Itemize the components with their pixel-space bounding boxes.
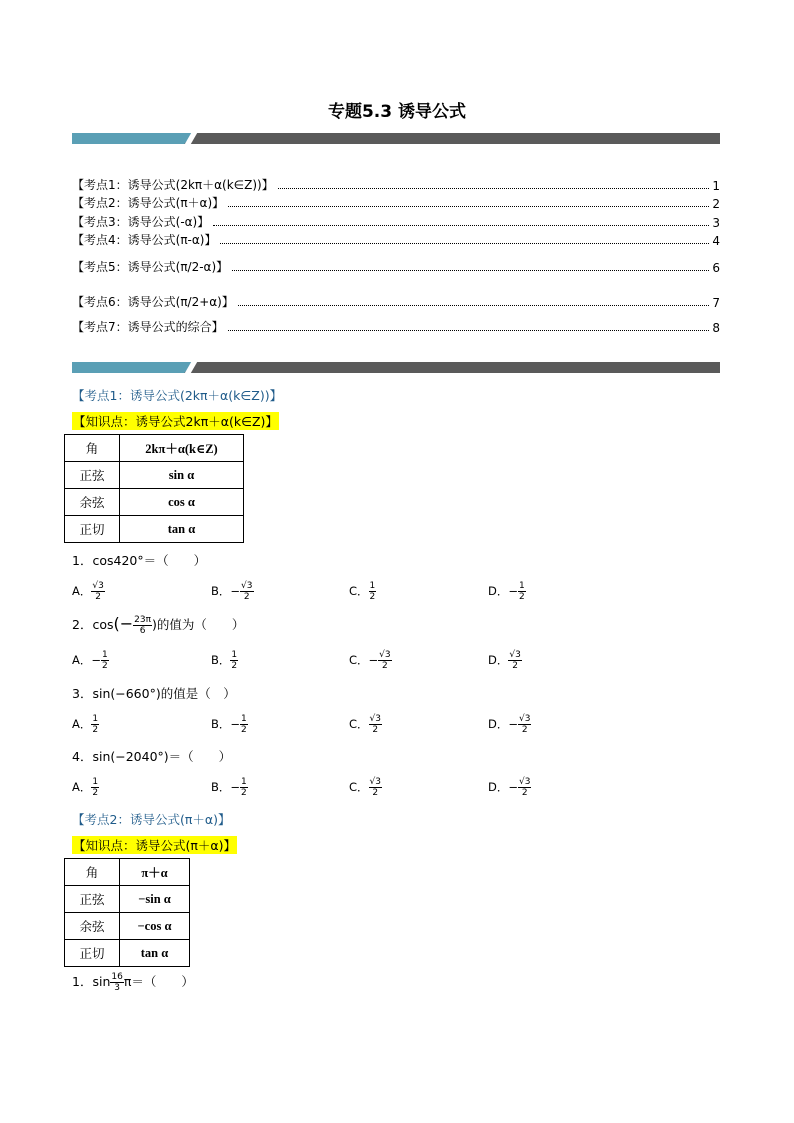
option-sign: −: [91, 653, 102, 667]
section1-knowledge-label: 【知识点：诱导公式2kπ＋α(k∈Z)】: [73, 414, 278, 429]
table-cell: cos α: [120, 489, 244, 516]
fraction-denominator: 2: [382, 661, 388, 671]
table-cell: tan α: [120, 516, 244, 543]
answer-option[interactable]: [211, 714, 248, 735]
fraction-denominator: 2: [372, 725, 379, 735]
answer-option[interactable]: [349, 777, 382, 798]
fraction-numerator: 1: [92, 777, 99, 787]
toc-entry-label: 【考点3：诱导公式(-α)】: [72, 215, 210, 229]
divider-bar-top: [72, 133, 720, 144]
answer-option[interactable]: [488, 714, 531, 735]
option-fraction: [378, 650, 391, 671]
question-2-stem-post: )的值为（ ）: [152, 617, 245, 632]
table-cell: sin α: [120, 462, 244, 489]
toc-leader-dots: [228, 330, 710, 331]
fraction-numerator: √3: [92, 581, 104, 591]
table-header: 角: [65, 859, 120, 886]
option-fraction: [369, 777, 382, 798]
option-letter: A．: [72, 717, 92, 731]
fraction-numerator: 1: [231, 650, 238, 660]
fraction-numerator: √3: [509, 650, 521, 660]
toc-page-number: 6: [712, 261, 720, 275]
toc-entry[interactable]: [72, 293, 720, 310]
option-fraction: [518, 714, 531, 735]
fraction-denominator: 2: [521, 788, 528, 798]
fraction-numerator: 1: [102, 650, 108, 660]
answer-option[interactable]: [349, 650, 392, 671]
answer-option[interactable]: [72, 581, 105, 602]
fraction-numerator: 1: [241, 714, 247, 724]
option-letter: B．: [211, 717, 231, 731]
toc-entry-label: 【考点2：诱导公式(π＋α)】: [72, 196, 225, 210]
option-sign: −: [230, 717, 241, 731]
option-letter: A．: [72, 653, 92, 667]
question-2-paren: (−: [113, 614, 134, 633]
toc-entry[interactable]: [72, 258, 720, 275]
option-fraction: [230, 650, 238, 671]
option-fraction: [101, 650, 109, 671]
question-2-stem: [72, 614, 244, 636]
option-sign: −: [508, 780, 518, 794]
toc-page-number: 3: [712, 216, 720, 230]
fraction-denominator: 2: [521, 725, 528, 735]
toc-leader-dots: [232, 270, 709, 271]
answer-option[interactable]: [72, 714, 99, 735]
toc-page-number: 4: [712, 234, 720, 248]
answer-option[interactable]: [349, 714, 382, 735]
fraction-denominator: 2: [241, 725, 247, 735]
option-fraction: [240, 714, 248, 735]
option-sign: −: [230, 584, 241, 598]
fraction-numerator: √3: [519, 714, 531, 724]
fraction-denominator: 2: [231, 661, 238, 671]
question-2-frac-den: 6: [139, 626, 146, 636]
section2-heading: 【考点2：诱导公式(π＋α)】: [72, 812, 231, 827]
toc-entry-label: 【考点7：诱导公式的综合】: [72, 320, 224, 334]
option-sign: −: [368, 653, 379, 667]
fraction-denominator: 2: [95, 592, 101, 602]
section2-knowledge-label: 【知识点：诱导公式(π＋α)】: [73, 838, 237, 853]
table-cell: 正弦: [65, 886, 120, 913]
option-letter: D．: [488, 780, 509, 794]
toc-entry[interactable]: [72, 176, 720, 193]
fraction-numerator: √3: [369, 714, 381, 724]
fraction-denominator: 2: [102, 661, 108, 671]
toc-entry-label: 【考点6：诱导公式(π/2+α)】: [72, 295, 234, 309]
option-fraction: [369, 714, 382, 735]
section1-table: [64, 434, 244, 543]
fraction-denominator: 2: [92, 788, 99, 798]
table-header: 2kπ＋α(k∈Z): [120, 435, 244, 462]
divider-bar-middle: [72, 362, 720, 373]
toc-leader-dots: [228, 206, 709, 207]
table-cell: 余弦: [65, 913, 120, 940]
option-letter: C．: [349, 584, 369, 598]
table-cell: 正弦: [65, 462, 120, 489]
answer-option[interactable]: [72, 777, 99, 798]
fraction-numerator: 1: [241, 777, 247, 787]
option-letter: C．: [349, 717, 369, 731]
option-fraction: [518, 777, 531, 798]
fraction-denominator: 2: [519, 592, 525, 602]
answer-option[interactable]: [488, 777, 531, 798]
fraction-numerator: 1: [92, 714, 99, 724]
option-letter: A．: [72, 780, 92, 794]
fraction-numerator: √3: [369, 777, 381, 787]
page-title: 专题5.3 诱导公式: [327, 102, 467, 122]
toc-leader-dots: [238, 305, 709, 306]
s2q1-pre: 1．sin: [72, 974, 111, 989]
toc-entry-label: 【考点1：诱导公式(2kπ＋α(k∈Z))】: [72, 178, 274, 192]
toc-page-number: 7: [712, 296, 720, 310]
toc-page-number: 8: [712, 321, 720, 335]
question-3-stem: 3．sin(−660°)的值是（ ）: [72, 686, 236, 701]
fraction-numerator: √3: [241, 581, 253, 591]
toc-page-number: 2: [712, 197, 720, 211]
toc-leader-dots: [220, 243, 709, 244]
option-fraction: [91, 777, 99, 798]
answer-option[interactable]: [211, 777, 248, 798]
table-header: 角: [65, 435, 120, 462]
question-2-stem-pre: 2．cos: [72, 617, 114, 632]
option-letter: C．: [349, 653, 369, 667]
option-fraction: [518, 581, 526, 602]
fraction-numerator: 1: [369, 581, 376, 591]
fraction-denominator: 2: [241, 788, 247, 798]
question-1-stem: 1．cos420°＝（ ）: [72, 553, 207, 568]
option-letter: B．: [211, 653, 231, 667]
toc-entry[interactable]: [72, 231, 720, 248]
toc-leader-dots: [278, 188, 710, 189]
answer-option[interactable]: [349, 581, 376, 602]
option-letter: C．: [349, 780, 369, 794]
option-letter: D．: [488, 584, 509, 598]
answer-option[interactable]: [211, 650, 238, 671]
option-sign: −: [230, 780, 241, 794]
option-fraction: [369, 581, 377, 602]
option-fraction: [91, 581, 104, 602]
table-header: π＋α: [120, 859, 190, 886]
answer-option[interactable]: [488, 581, 526, 602]
option-letter: B．: [211, 780, 231, 794]
option-letter: D．: [488, 653, 509, 667]
option-fraction: [240, 777, 248, 798]
option-letter: B．: [211, 584, 231, 598]
table-cell: −cos α: [120, 913, 190, 940]
question-2-frac-num: 23π: [134, 615, 152, 625]
option-letter: D．: [488, 717, 509, 731]
option-sign: −: [508, 584, 518, 598]
option-fraction: [240, 581, 253, 602]
question-4-stem: 4．sin(−2040°)＝（ ）: [72, 749, 232, 764]
s2q1-post: π＝（ ）: [123, 974, 194, 989]
table-cell: 正切: [65, 516, 120, 543]
option-letter: A．: [72, 584, 92, 598]
fraction-denominator: 2: [372, 788, 379, 798]
toc-page-number: 1: [712, 179, 720, 193]
toc-entry[interactable]: [72, 318, 720, 335]
fraction-denominator: 2: [512, 661, 518, 671]
table-cell: 正切: [65, 940, 120, 967]
fraction-denominator: 2: [369, 592, 376, 602]
fraction-denominator: 2: [92, 725, 99, 735]
fraction-numerator: √3: [379, 650, 391, 660]
answer-option[interactable]: [72, 650, 109, 671]
fraction-denominator: 2: [243, 592, 250, 602]
option-fraction: [91, 714, 99, 735]
table-cell: −sin α: [120, 886, 190, 913]
s2q1-frac-num: 16: [111, 972, 123, 982]
section1-heading: 【考点1：诱导公式(2kπ＋α(k∈Z))】: [72, 388, 283, 403]
toc-entry-label: 【考点5：诱导公式(π/2-α)】: [72, 260, 229, 274]
table-cell: 余弦: [65, 489, 120, 516]
toc-leader-dots: [213, 225, 709, 226]
fraction-numerator: √3: [519, 777, 531, 787]
toc-entry-label: 【考点4：诱导公式(π-α)】: [72, 233, 217, 247]
section2-table: [64, 858, 190, 967]
section2-question-1-stem: [72, 972, 194, 993]
toc-entry[interactable]: [72, 194, 720, 211]
answer-option[interactable]: [488, 650, 522, 671]
option-sign: −: [508, 717, 518, 731]
option-fraction: [508, 650, 521, 671]
s2q1-frac-den: 3: [114, 983, 120, 993]
answer-option[interactable]: [211, 581, 254, 602]
toc-entry[interactable]: [72, 213, 720, 230]
table-cell: tan α: [120, 940, 190, 967]
fraction-numerator: 1: [519, 581, 525, 591]
